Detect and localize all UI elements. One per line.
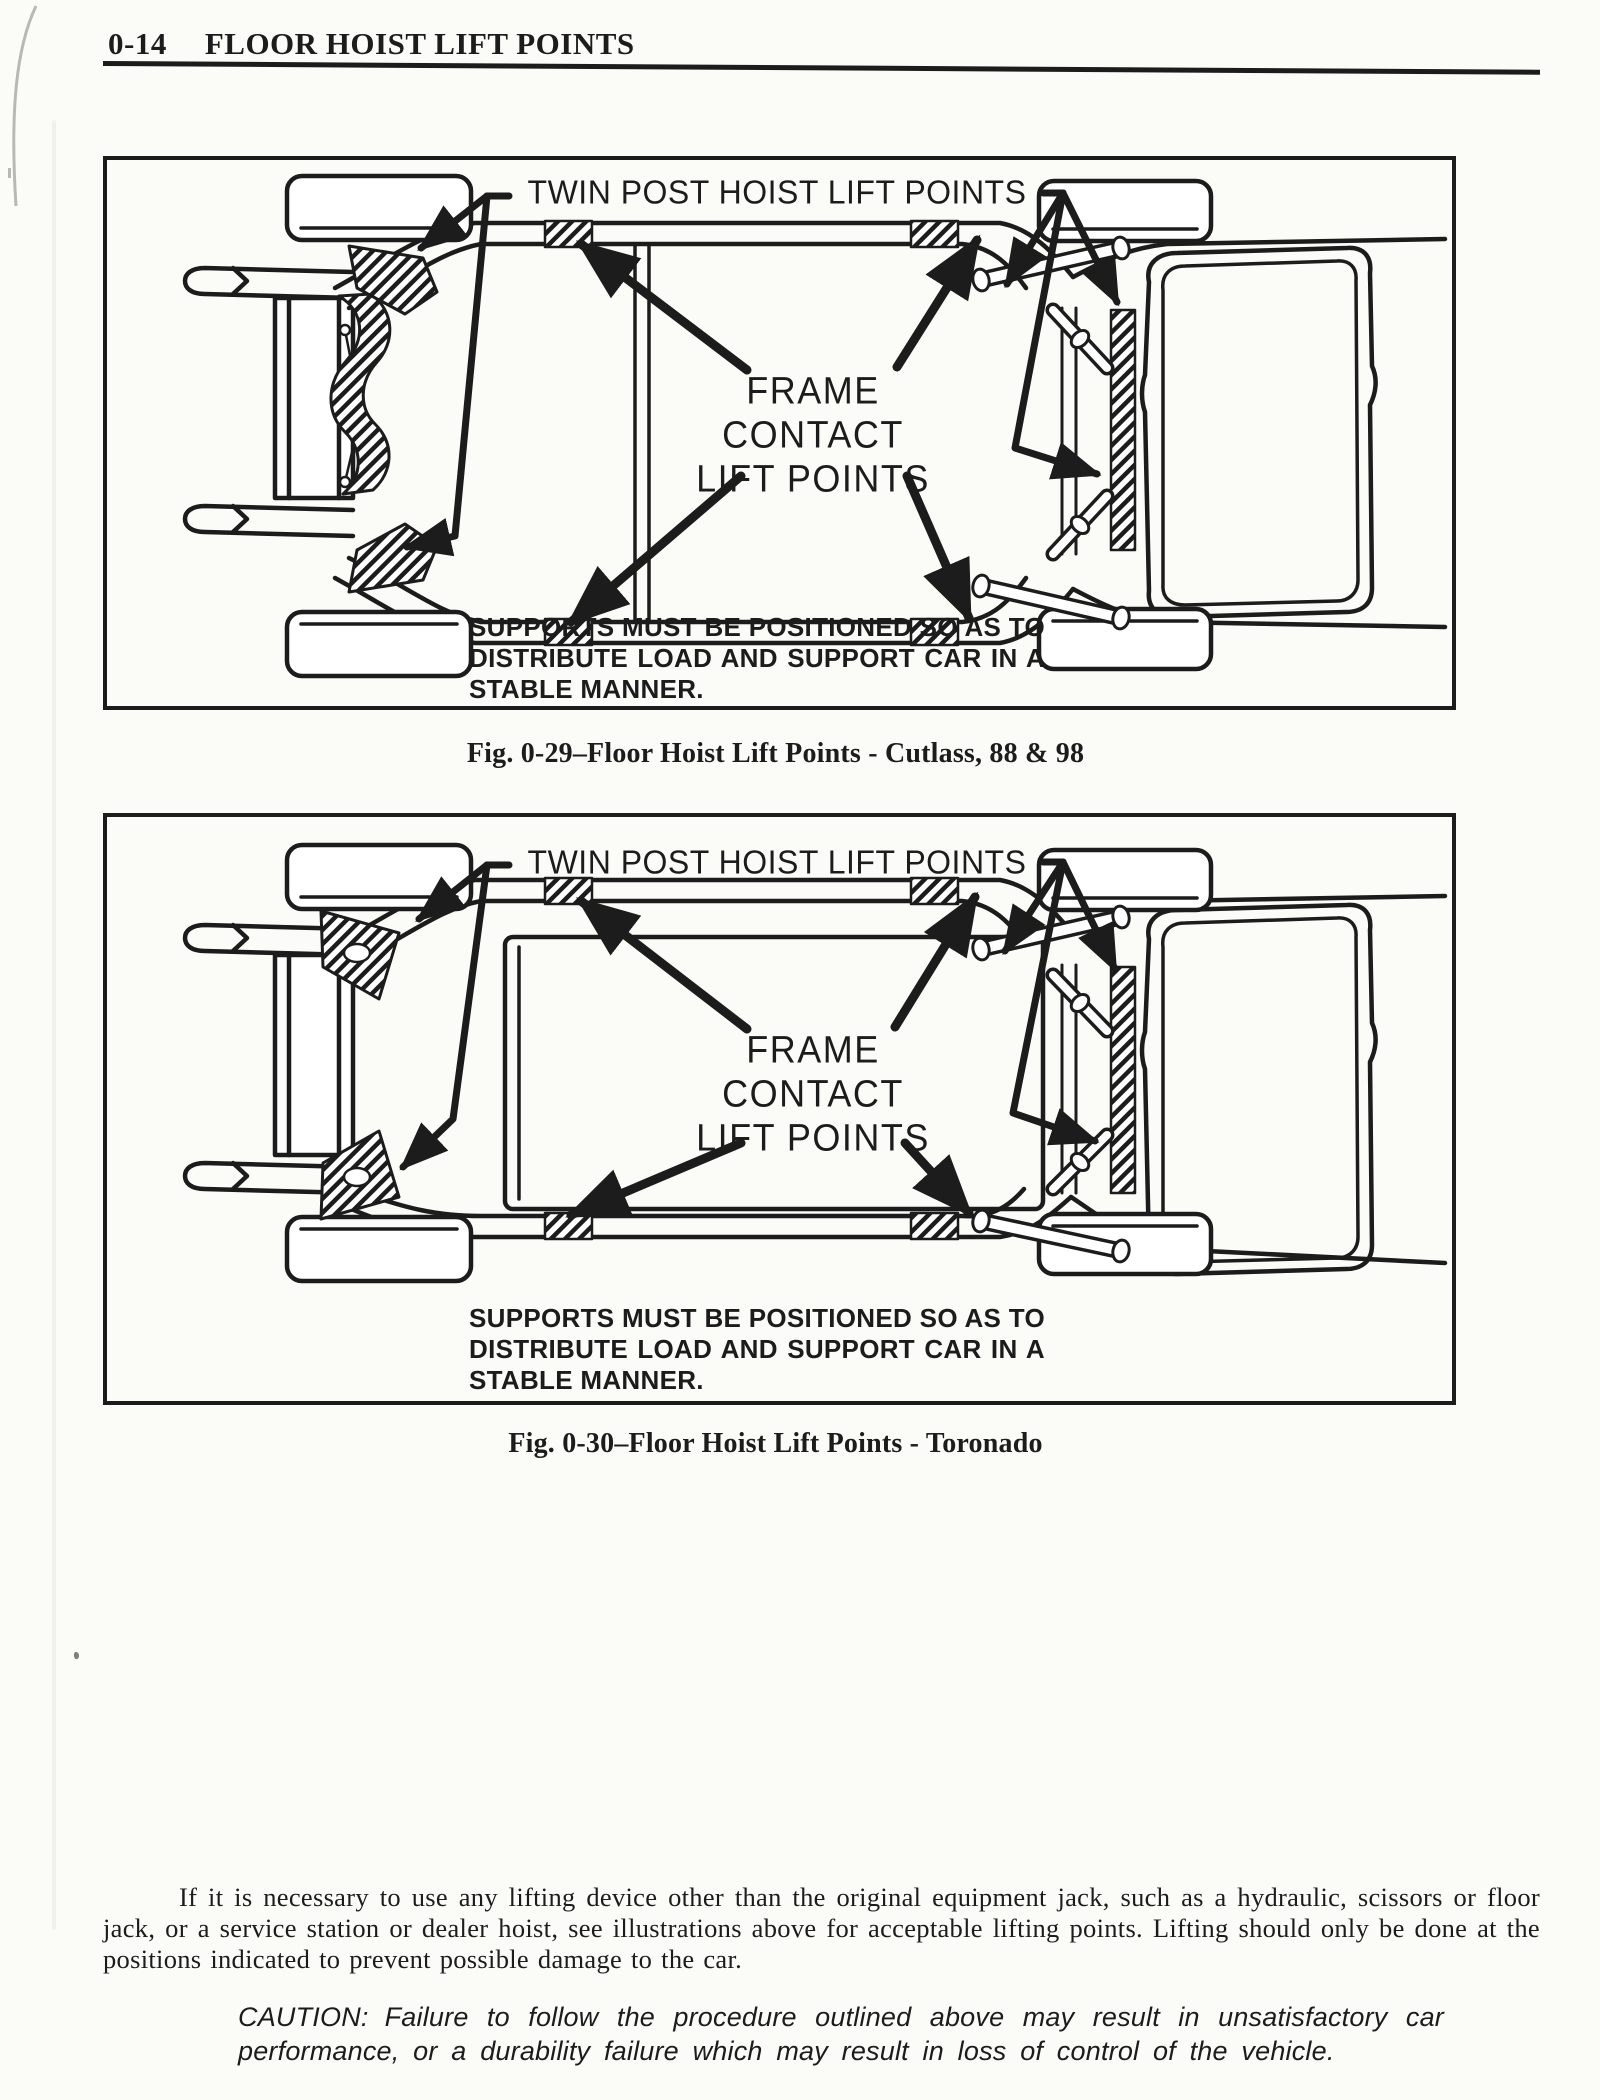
scan-artifact-page-curl [0, 0, 70, 230]
page-header [108, 26, 635, 62]
frame-contact-line1: FRAME CONTACT [722, 1027, 904, 1115]
caution-text: Failure to follow the procedure outlined above may result in unsatisfactory car performance, or a durability failure which may result in loss of control of the vehicle. [238, 2002, 1444, 2066]
supports-note-line3: STABLE MANNER. [469, 674, 704, 704]
front-crossmember [275, 955, 353, 1155]
supports-note-line2: DISTRIBUTE LOAD AND SUPPORT CAR IN A [469, 643, 1045, 673]
supports-note [469, 612, 1045, 705]
page-number: 0-14 [108, 26, 167, 61]
header-rule [103, 61, 1540, 75]
figure-caption-0-29: Fig. 0-29–Floor Hoist Lift Points - Cutlass, 88 & 98 [466, 738, 1085, 769]
supports-note-line3: STABLE MANNER. [469, 1365, 704, 1395]
page-title: FLOOR HOIST LIFT POINTS [204, 26, 635, 61]
supports-note-line1: SUPPORTS MUST BE POSITIONED SO AS TO [469, 612, 1045, 642]
frame-contact-label [652, 1028, 974, 1160]
frame-contact-label [652, 369, 974, 501]
twin-post-label: TWIN POST HOIST LIFT POINTS [527, 173, 1027, 211]
scan-artifact-speck [74, 1652, 79, 1659]
caution-note [238, 2000, 1444, 2068]
caution-label: CAUTION: [238, 2002, 369, 2032]
figure-0-29-frame [103, 156, 1456, 710]
scan-artifact-speck [8, 168, 11, 178]
figure-caption-0-30: Fig. 0-30–Floor Hoist Lift Points - Toronado [508, 1428, 1043, 1459]
supports-note-line2: DISTRIBUTE LOAD AND SUPPORT CAR IN A [469, 1334, 1045, 1364]
twin-post-label: TWIN POST HOIST LIFT POINTS [527, 843, 1027, 881]
frame-contact-line2: LIFT POINTS [696, 457, 930, 501]
body-paragraph: If it is necessary to use any lifting device other than the original equipment jack, such as a hydraulic, scissors or floor jack, or a service station or dealer hoist, see illustrations above for acceptable lifting points. Lifting should only be done at the positions indicated to prevent possible damage to the car. [103, 1882, 1540, 1974]
figure-0-30-frame [103, 813, 1456, 1405]
frame-contact-line1: FRAME CONTACT [722, 368, 904, 456]
frame-contact-line2: LIFT POINTS [696, 1116, 930, 1160]
scan-artifact-edge-shade [52, 120, 56, 1930]
supports-note [469, 1303, 1045, 1396]
hatched-lift-pad-front-bottom [349, 524, 437, 592]
supports-note-line1: SUPPORTS MUST BE POSITIONED SO AS TO [469, 1303, 1045, 1333]
